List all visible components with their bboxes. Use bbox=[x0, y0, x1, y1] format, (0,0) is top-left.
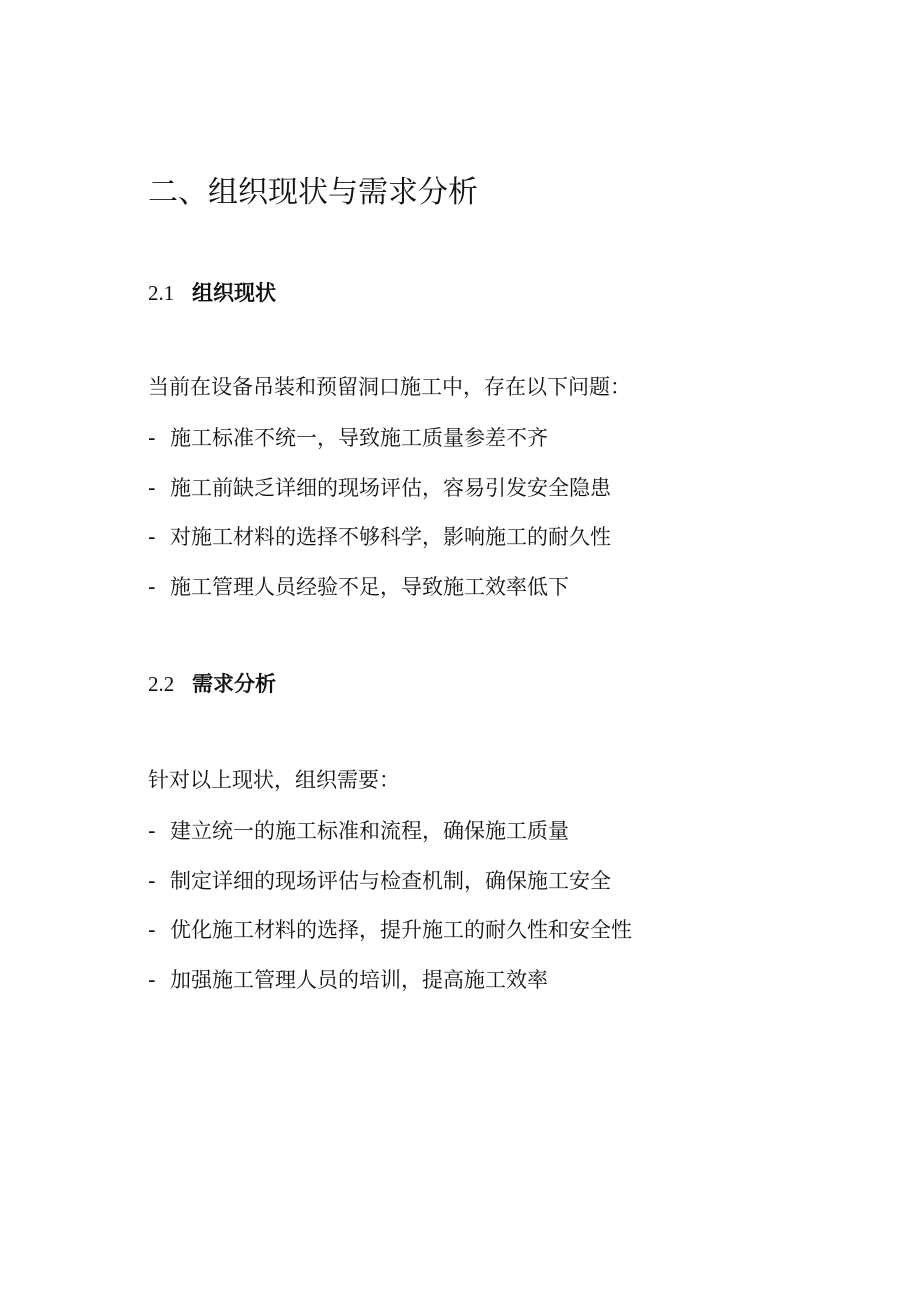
list-item-text: 制定详细的现场评估与检查机制，确保施工安全 bbox=[170, 869, 611, 893]
bullet-dash: - bbox=[148, 476, 156, 500]
list-item-text: 施工前缺乏详细的现场评估，容易引发安全隐患 bbox=[170, 476, 611, 500]
section-number: 2.1 bbox=[148, 281, 175, 305]
bullet-dash: - bbox=[148, 869, 156, 893]
list-item-text: 施工标准不统一，导致施工质量参差不齐 bbox=[170, 426, 548, 450]
list-item-text: 加强施工管理人员的培训，提高施工效率 bbox=[170, 968, 548, 992]
list-item bbox=[148, 915, 632, 945]
list-item-text: 对施工材料的选择不够科学，影响施工的耐久性 bbox=[170, 525, 611, 549]
list-item bbox=[148, 816, 569, 846]
list-item bbox=[148, 572, 569, 602]
list-item bbox=[148, 965, 548, 995]
section-intro: 当前在设备吊装和预留洞口施工中，存在以下问题： bbox=[148, 375, 631, 399]
page-title: 二、组织现状与需求分析 bbox=[148, 175, 478, 210]
section-title: 需求分析 bbox=[192, 672, 276, 696]
list-item-text: 优化施工材料的选择，提升施工的耐久性和安全性 bbox=[170, 918, 632, 942]
list-item bbox=[148, 522, 611, 552]
list-item-text: 施工管理人员经验不足，导致施工效率低下 bbox=[170, 575, 569, 599]
section-number: 2.2 bbox=[148, 672, 175, 696]
section-intro: 针对以上现状，组织需要： bbox=[148, 768, 400, 792]
bullet-dash: - bbox=[148, 968, 156, 992]
list-item bbox=[148, 866, 611, 896]
bullet-dash: - bbox=[148, 819, 156, 843]
list-item bbox=[148, 473, 611, 503]
list-item-text: 建立统一的施工标准和流程，确保施工质量 bbox=[170, 819, 569, 843]
bullet-dash: - bbox=[148, 426, 156, 450]
section-heading-needs bbox=[148, 669, 276, 699]
section-heading-status bbox=[148, 278, 276, 308]
section-title: 组织现状 bbox=[192, 281, 276, 305]
list-item bbox=[148, 423, 548, 453]
bullet-dash: - bbox=[148, 918, 156, 942]
bullet-dash: - bbox=[148, 525, 156, 549]
bullet-dash: - bbox=[148, 575, 156, 599]
